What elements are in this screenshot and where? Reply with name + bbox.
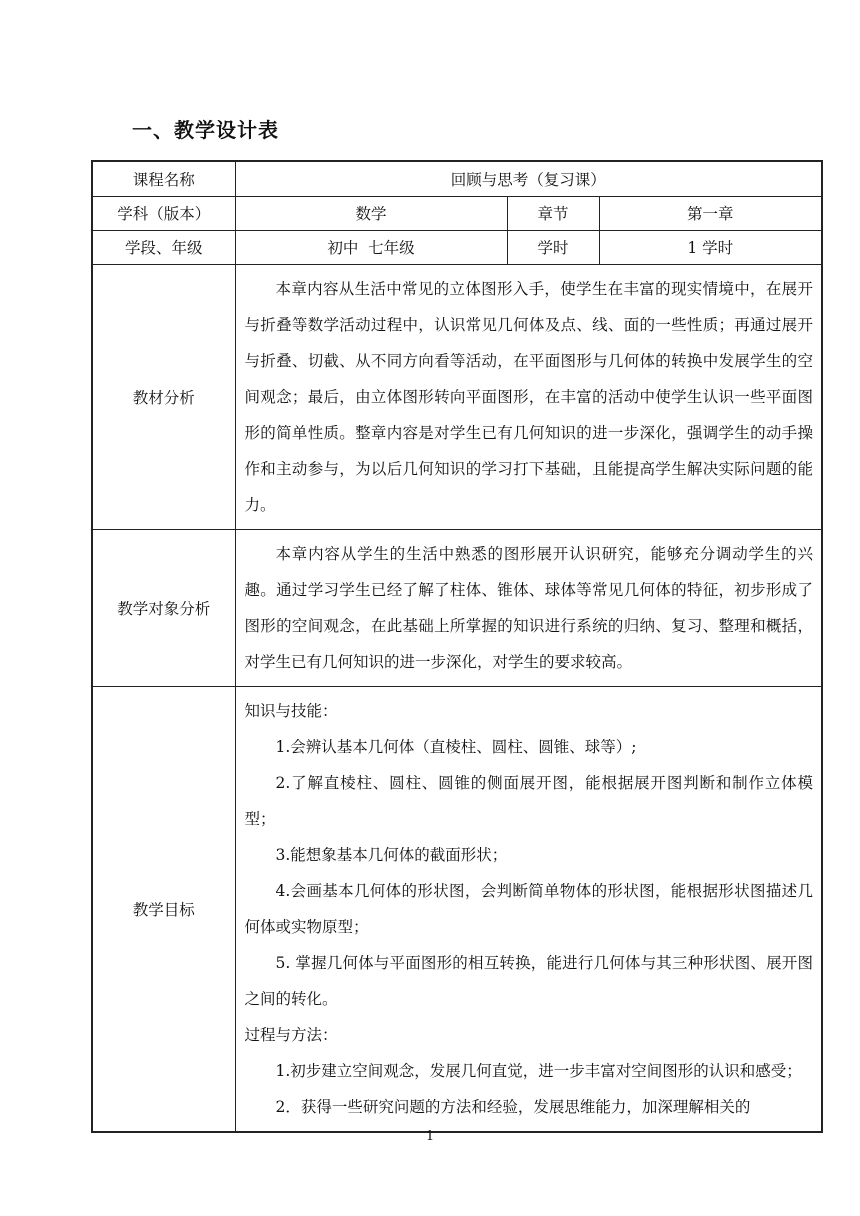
row-material xyxy=(92,264,822,529)
teaching-design-table xyxy=(91,160,823,1133)
knowledge-heading: 知识与技能： xyxy=(244,701,338,720)
section-heading: 一、教学设计表 xyxy=(132,118,279,142)
course-label: 课程名称 xyxy=(92,161,235,196)
material-label: 教材分析 xyxy=(92,264,235,529)
subject-label: 学科（版本） xyxy=(92,196,235,230)
goal-k4: 4.会画基本几何体的形状图，会判断简单物体的形状图，能根据形状图描述几何体或实物原型； xyxy=(244,881,813,936)
students-analysis xyxy=(235,529,822,686)
grade-value: 初中 七年级 xyxy=(235,230,507,264)
page-number: 1 xyxy=(425,1129,435,1144)
chapter-value: 第一章 xyxy=(599,196,822,230)
process-heading: 过程与方法： xyxy=(244,1025,338,1044)
course-value: 回顾与思考（复习课） xyxy=(235,161,822,196)
row-course xyxy=(92,161,822,196)
goal-k3: 3.能想象基本几何体的截面形状； xyxy=(275,845,508,864)
row-goals xyxy=(92,686,822,1132)
hours-value: 1 学时 xyxy=(599,230,822,264)
row-students xyxy=(92,529,822,686)
goal-p2: 2．获得一些研究问题的方法和经验，发展思维能力，加深理解相关的 xyxy=(275,1097,751,1116)
goal-k2: 2.了解直棱柱、圆柱、圆锥的侧面展开图，能根据展开图判断和制作立体模型； xyxy=(244,773,813,828)
goal-k1: 1.会辨认基本几何体（直棱柱、圆柱、圆锥、球等）; xyxy=(275,737,637,756)
row-grade xyxy=(92,230,822,264)
subject-value: 数学 xyxy=(235,196,507,230)
hours-label: 学时 xyxy=(507,230,599,264)
goal-k5: 5. 掌握几何体与平面图形的相互转换，能进行几何体与其三种形状图、展开图之间的转化。 xyxy=(244,953,813,1008)
goal-p1: 1.初步建立空间观念，发展几何直觉，进一步丰富对空间图形的认识和感受； xyxy=(275,1061,802,1080)
row-subject xyxy=(92,196,822,230)
teaching-goals xyxy=(235,686,822,1132)
chapter-label: 章节 xyxy=(507,196,599,230)
material-paragraph: 本章内容从生活中常见的立体图形入手，使学生在丰富的现实情境中，在展开与折叠等数学活动过程中，认识常见几何体及点、线、面的一些性质；再通过展开与折叠、切截、从不同方向看等活动，在平面图形与几何体的转换中发展学生的空间观念；最后，由立体图形转向平面图形，在丰富的活动中使学生认识一些平面图形的简单性质。整章内容是对学生已有几何知识的进一步深化，强调学生的动手操作和主动参与，为以后几何知识的学习打下基础，且能提高学生解决实际问题的能力。 xyxy=(244,279,813,514)
goals-label: 教学目标 xyxy=(92,686,235,1132)
grade-label: 学段、年级 xyxy=(92,230,235,264)
material-analysis xyxy=(235,264,822,529)
students-paragraph: 本章内容从学生的生活中熟悉的图形展开认识研究，能够充分调动学生的兴趣。通过学习学生已经了解了柱体、锥体、球体等常见几何体的特征，初步形成了图形的空间观念，在此基础上所掌握的知识进行系统的归纳、复习、整理和概括，对学生已有几何知识的进一步深化，对学生的要求较高。 xyxy=(244,544,813,671)
students-label: 教学对象分析 xyxy=(92,529,235,686)
